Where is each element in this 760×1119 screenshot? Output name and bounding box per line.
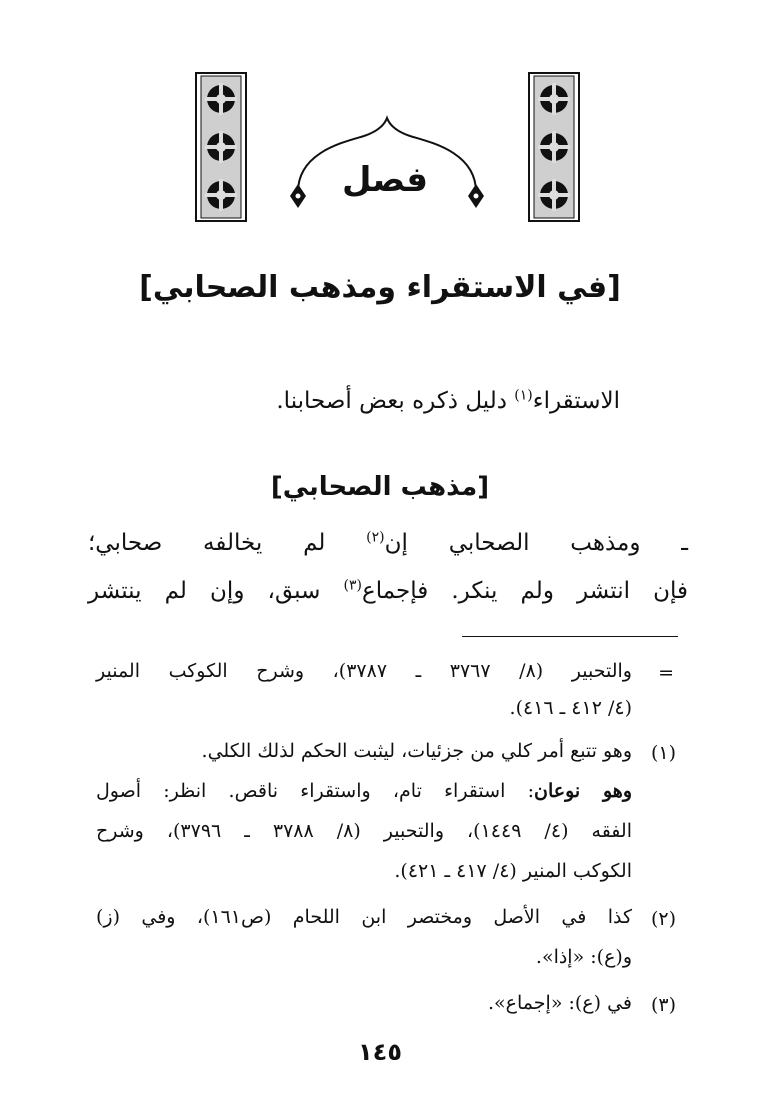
sahabi-line-1-end: لم يخالفه صحابي؛: [88, 530, 367, 556]
page-number: ١٤٥: [358, 1038, 402, 1066]
sahabi-line-2-end: سبق، وإن لم ينتشر: [88, 578, 344, 604]
istiqra-term: الاستقراء: [532, 388, 620, 414]
footnote-1-bold-term: وهو نوعان: [534, 780, 633, 802]
footnote-separator: [462, 636, 678, 637]
chapter-title: [في الاستقراء ومذهب الصحابي]: [139, 270, 621, 305]
footnote-ref-2: (٢): [366, 529, 385, 546]
footnote-2-marker: (٢): [650, 908, 676, 930]
footnote-2-line-2: و(ع): «إذا».: [535, 946, 632, 968]
section-label: فصل: [341, 160, 429, 200]
footnote-3-line-1: في (ع): «إجماع».: [488, 992, 632, 1014]
sahabi-line-2: [88, 578, 688, 604]
ornament-column-right-icon: [528, 72, 580, 222]
footnote-ref-1: (١): [514, 387, 533, 404]
ornament-column-left-icon: [195, 72, 247, 222]
footnote-2-line-1: كذا في الأصل ومختصر ابن اللحام (ص١٦١)، وفي (ز): [96, 906, 632, 928]
footnote-1-line-4: الكوكب المنير (٤/ ٤١٧ ـ ٤٢١).: [394, 860, 632, 882]
footnote-1-line-2: [96, 780, 632, 802]
sahabi-line-1: [88, 530, 688, 556]
footnote-3-marker: (٣): [650, 994, 676, 1016]
istiqra-paragraph: [276, 388, 620, 414]
footnote-1-marker: (١): [650, 742, 676, 764]
footnote-1-line-3: الفقه (٤/ ١٤٤٩)، والتحبير (٨/ ٣٧٨٨ ـ ٣٧٩٦)، وشرح: [96, 820, 632, 842]
sahabi-line-1-start: ـ ومذهب الصحابي إن: [384, 530, 688, 556]
subheading: [مذهب الصحابي]: [270, 472, 490, 502]
footnote-1-line-2-text: : استقراء تام، واستقراء ناقص. انظر: أصول: [96, 780, 534, 802]
istiqra-text: دليل ذكره بعض أصحابنا.: [276, 388, 515, 414]
footnote-continuation-marker: =: [658, 662, 674, 684]
footnote-continuation-line-1: والتحبير (٨/ ٣٧٦٧ ـ ٣٧٨٧)، وشرح الكوكب المنير: [96, 660, 632, 682]
footnote-continuation-line-2: (٤/ ٤١٢ ـ ٤١٦).: [509, 697, 632, 719]
footnote-ref-3: (٣): [343, 577, 362, 594]
sahabi-line-2-start: فإن انتشر ولم ينكر. فإجماع: [361, 578, 688, 604]
footnote-1-line-1: وهو تتبع أمر كلي من جزئيات، ليثبت الحكم لذلك الكلي.: [201, 740, 632, 762]
